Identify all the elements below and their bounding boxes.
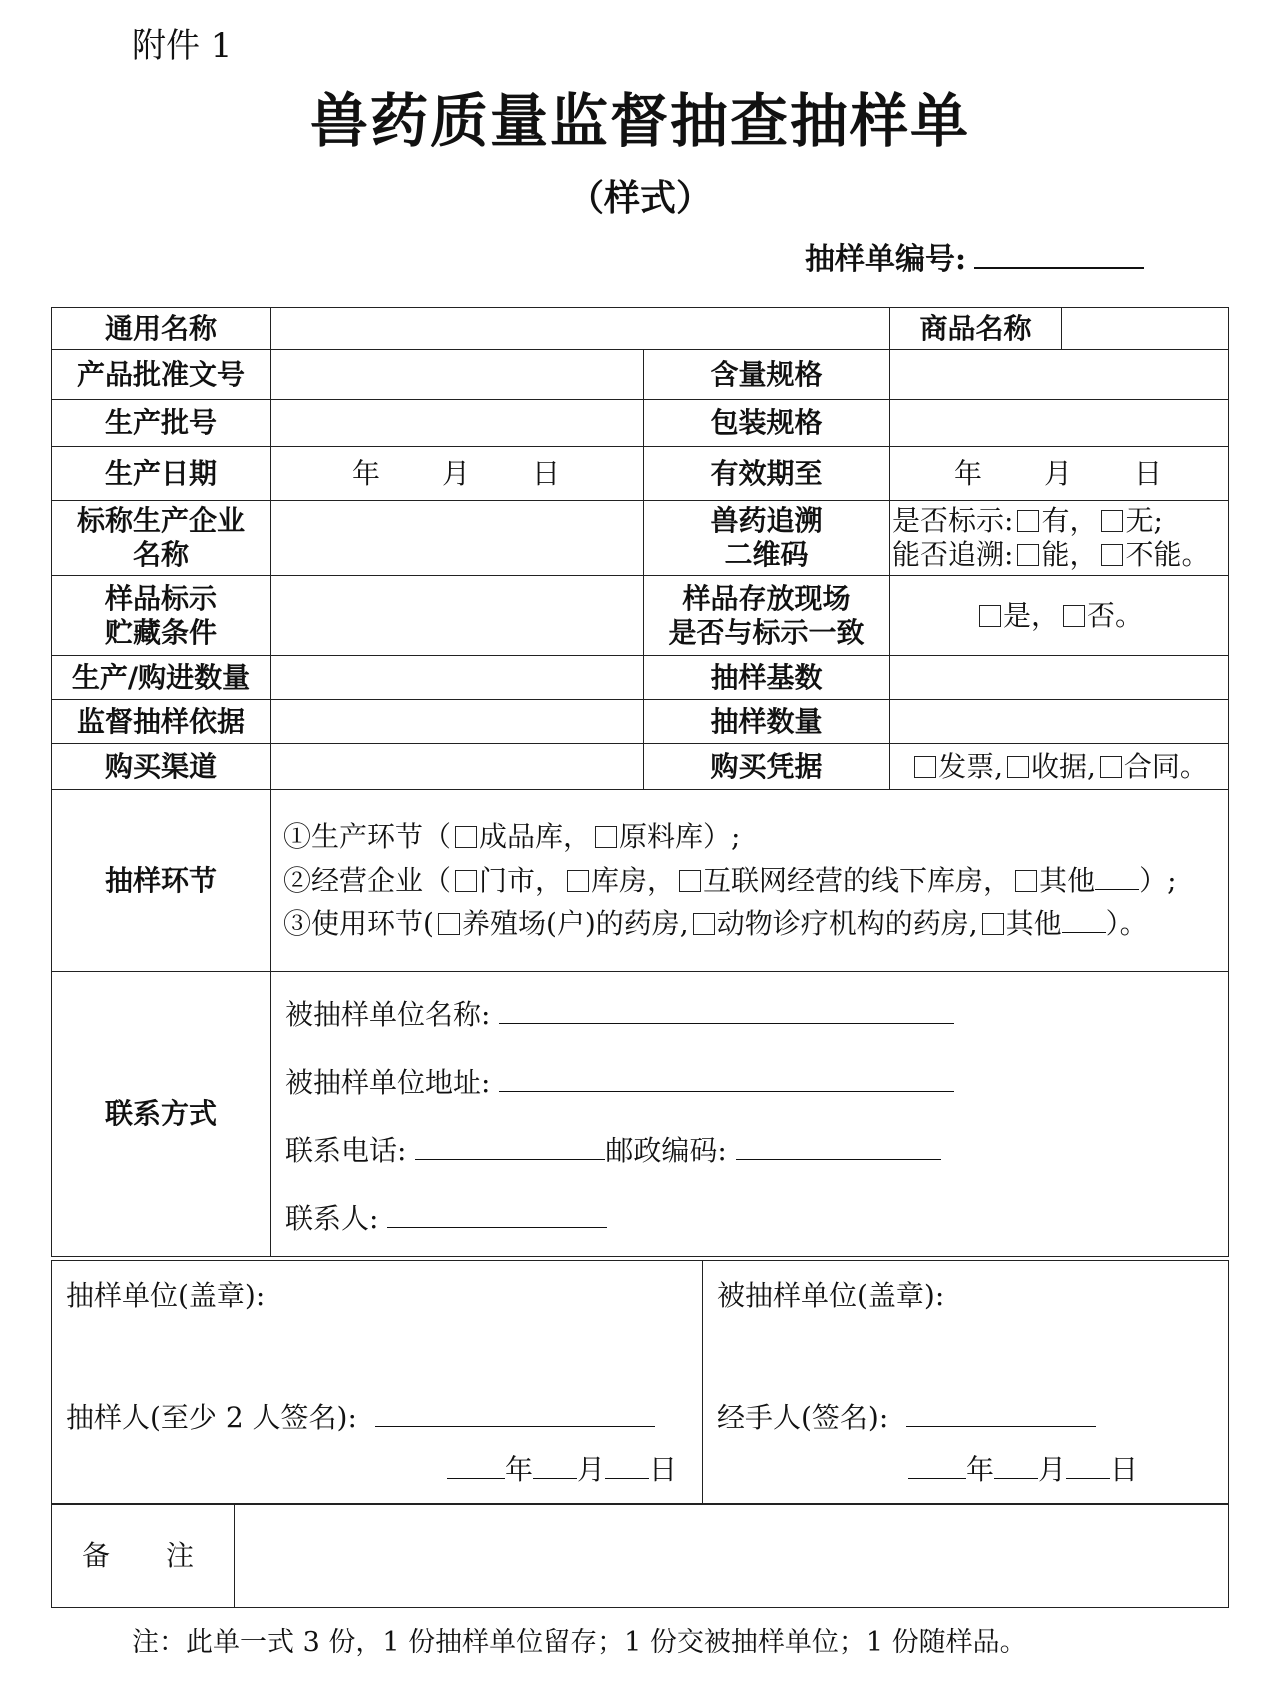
consistent-label-line2: 是否与标示一致 xyxy=(668,615,865,649)
voucher-options xyxy=(890,744,1229,790)
basis-field[interactable] xyxy=(271,700,644,744)
stage-finished-store: 成品库， xyxy=(479,820,592,854)
table-row xyxy=(52,972,1229,1257)
stage-label: 抽样环节 xyxy=(52,790,271,972)
handler-signature-field[interactable] xyxy=(906,1402,1096,1427)
checkbox-icon[interactable] xyxy=(1063,605,1085,627)
table-row xyxy=(52,1261,1229,1505)
date-month-field[interactable] xyxy=(994,1454,1038,1479)
package-spec-label: 包装规格 xyxy=(644,400,890,447)
consistent-label-line1: 样品存放现场 xyxy=(682,581,851,615)
stage-line3-end: ）。 xyxy=(1105,907,1148,941)
checkbox-icon[interactable] xyxy=(438,913,460,935)
table-row xyxy=(52,400,1229,447)
phone-label: 联系电话: xyxy=(285,1134,407,1167)
consistent-yes: 是， xyxy=(1002,598,1059,632)
trace-label-line2: 二维码 xyxy=(724,538,809,571)
stage-other-3-field[interactable] xyxy=(1062,908,1106,933)
generic-name-field[interactable] xyxy=(271,308,890,350)
contact-person-label: 联系人: xyxy=(285,1202,379,1235)
stage-line3-start: ③使用环节( xyxy=(283,907,434,941)
storage-label-line2: 贮藏条件 xyxy=(104,615,217,649)
checkbox-icon[interactable] xyxy=(1017,510,1039,532)
stage-shop: 门市， xyxy=(479,863,564,897)
contact-label: 联系方式 xyxy=(52,972,271,1257)
basis-label: 监督抽样依据 xyxy=(52,700,271,744)
sample-count-label: 抽样数量 xyxy=(644,700,890,744)
trace-options xyxy=(890,501,1229,576)
checkbox-icon[interactable] xyxy=(982,913,1004,935)
trace-q1-label: 是否标示: xyxy=(892,504,1014,538)
unit-name-label: 被抽样单位名称: xyxy=(285,998,491,1031)
form-number xyxy=(805,234,1144,278)
stage-other-2: 其他 xyxy=(1039,863,1096,897)
quantity-field[interactable] xyxy=(271,656,644,700)
checkbox-icon[interactable] xyxy=(679,870,701,892)
table-row xyxy=(52,308,1229,350)
date-month-field[interactable] xyxy=(533,1454,577,1479)
sampler-signature-field[interactable] xyxy=(375,1402,655,1427)
checkbox-icon[interactable] xyxy=(1101,544,1123,566)
voucher-invoice: 发票, xyxy=(938,749,1003,783)
content-spec-label: 含量规格 xyxy=(644,350,890,400)
checkbox-icon[interactable] xyxy=(1101,510,1123,532)
manufacturer-label xyxy=(52,501,271,576)
table-row xyxy=(52,744,1229,790)
generic-name-label: 通用名称 xyxy=(52,308,271,350)
unit-address-label: 被抽样单位地址: xyxy=(285,1066,491,1099)
prod-date-field[interactable]: 年 月 日 xyxy=(271,447,644,501)
trace-q2-yes: 能， xyxy=(1041,538,1098,571)
table-row xyxy=(52,700,1229,744)
handler-date xyxy=(908,1453,1138,1487)
table-row xyxy=(52,501,1229,576)
table-row xyxy=(52,576,1229,656)
date-day-field[interactable] xyxy=(1066,1454,1110,1479)
unit-name-field[interactable] xyxy=(499,999,954,1024)
date-year-field[interactable] xyxy=(908,1454,966,1479)
remarks-table xyxy=(51,1503,1229,1608)
date-day-label: 日 xyxy=(649,1453,678,1486)
manufacturer-field[interactable] xyxy=(271,501,644,576)
package-spec-field[interactable] xyxy=(890,400,1229,447)
date-year-label: 年 xyxy=(966,1453,995,1486)
trade-name-field[interactable] xyxy=(1062,308,1229,350)
sampler-label: 抽样人(至少 2 人签名): xyxy=(66,1401,357,1434)
storage-field[interactable] xyxy=(271,576,644,656)
checkbox-icon[interactable] xyxy=(693,913,715,935)
sampler-date xyxy=(447,1453,677,1487)
sampler-line xyxy=(66,1401,655,1435)
voucher-receipt: 收据, xyxy=(1030,749,1096,783)
trace-label xyxy=(644,501,890,576)
trace-q2-no: 不能。 xyxy=(1125,538,1210,571)
voucher-contract: 合同。 xyxy=(1123,749,1208,783)
stage-warehouse: 库房， xyxy=(591,863,676,897)
consistent-no: 否。 xyxy=(1087,598,1144,632)
date-day-field[interactable] xyxy=(605,1454,649,1479)
form-number-field[interactable] xyxy=(974,239,1144,269)
channel-field[interactable] xyxy=(271,744,644,790)
form-number-label: 抽样单编号: xyxy=(805,242,967,277)
stage-other-3: 其他 xyxy=(1005,907,1062,941)
sampling-unit-cell xyxy=(52,1261,703,1505)
trade-name-label: 商品名称 xyxy=(890,308,1062,350)
consistent-label xyxy=(644,576,890,656)
stage-raw-store: 原料库）; xyxy=(619,820,741,854)
checkbox-icon[interactable] xyxy=(1100,756,1122,778)
checkbox-icon[interactable] xyxy=(1017,544,1039,566)
approval-no-field[interactable] xyxy=(271,350,644,400)
contact-fields xyxy=(271,972,1229,1257)
stage-clinic-pharmacy: 动物诊疗机构的药房, xyxy=(716,907,978,941)
trace-q2-label: 能否追溯: xyxy=(892,538,1014,571)
storage-label xyxy=(52,576,271,656)
trace-label-line1: 兽药追溯 xyxy=(710,504,823,538)
stage-options xyxy=(271,790,1229,972)
postcode-label: 邮政编码: xyxy=(605,1134,727,1167)
expiry-label: 有效期至 xyxy=(644,447,890,501)
approval-no-label: 产品批准文号 xyxy=(52,350,271,400)
consistent-options xyxy=(890,576,1229,656)
checkbox-icon[interactable] xyxy=(1007,756,1029,778)
checkbox-icon[interactable] xyxy=(455,826,477,848)
trace-q1-no: 无; xyxy=(1125,504,1163,538)
voucher-label: 购买凭据 xyxy=(644,744,890,790)
sampled-unit-label: 被抽样单位(盖章): xyxy=(717,1279,945,1312)
attachment-label: 附件 1 xyxy=(132,26,233,66)
handler-line xyxy=(717,1401,1096,1435)
stage-online-warehouse: 互联网经营的线下库房， xyxy=(703,863,1012,897)
checkbox-icon[interactable] xyxy=(979,605,1001,627)
expiry-field[interactable]: 年 月 日 xyxy=(890,447,1229,501)
remarks-label: 备 注 xyxy=(52,1504,235,1608)
checkbox-icon[interactable] xyxy=(914,756,936,778)
batch-no-field[interactable] xyxy=(271,400,644,447)
table-row xyxy=(52,350,1229,400)
stage-line2-start: ②经营企业（ xyxy=(283,863,452,897)
channel-label: 购买渠道 xyxy=(52,744,271,790)
sampling-unit-label: 抽样单位(盖章): xyxy=(66,1279,266,1312)
date-day-label: 日 xyxy=(1110,1453,1139,1486)
table-row xyxy=(52,790,1229,972)
quantity-label: 生产/购进数量 xyxy=(52,656,271,700)
checkbox-icon[interactable] xyxy=(1015,870,1037,892)
date-month-label: 月 xyxy=(1038,1453,1067,1486)
batch-no-label: 生产批号 xyxy=(52,400,271,447)
manufacturer-label-line2: 名称 xyxy=(132,538,189,571)
form-subtitle: （样式） xyxy=(567,177,712,219)
table-row xyxy=(52,1504,1229,1608)
date-year-field[interactable] xyxy=(447,1454,505,1479)
stage-farm-pharmacy: 养殖场(户)的药房, xyxy=(461,907,689,941)
content-spec-field[interactable] xyxy=(890,350,1229,400)
footnote: 注：此单一式 3 份，1 份抽样单位留存；1 份交被抽样单位；1 份随样品。 xyxy=(132,1627,1027,1658)
checkbox-icon[interactable] xyxy=(567,870,589,892)
manufacturer-label-line1: 标称生产企业 xyxy=(76,504,245,538)
unit-address-field[interactable] xyxy=(499,1067,954,1092)
form-title: 兽药质量监督抽查抽样单 xyxy=(309,87,970,155)
table-row xyxy=(52,447,1229,501)
prod-date-label: 生产日期 xyxy=(52,447,271,501)
contact-person-field[interactable] xyxy=(387,1203,607,1228)
checkbox-icon[interactable] xyxy=(455,870,477,892)
handler-label: 经手人(签名): xyxy=(717,1401,889,1434)
date-month-label: 月 xyxy=(577,1453,606,1486)
table-row xyxy=(52,656,1229,700)
storage-label-line1: 样品标示 xyxy=(104,581,217,615)
sample-count-field[interactable] xyxy=(890,700,1229,744)
base-count-label: 抽样基数 xyxy=(644,656,890,700)
checkbox-icon[interactable] xyxy=(595,826,617,848)
sampling-form-table xyxy=(51,307,1229,1257)
trace-q1-yes: 有， xyxy=(1041,504,1098,538)
stage-line2-end: ）; xyxy=(1139,863,1177,897)
stage-other-2-field[interactable] xyxy=(1095,865,1139,890)
date-year-label: 年 xyxy=(505,1453,534,1486)
seal-table xyxy=(51,1260,1229,1505)
base-count-field[interactable] xyxy=(890,656,1229,700)
postcode-field[interactable] xyxy=(736,1135,941,1160)
stage-line1-start: ①生产环节（ xyxy=(283,820,452,854)
phone-field[interactable] xyxy=(415,1135,605,1160)
sampled-unit-cell xyxy=(703,1261,1229,1505)
remarks-field[interactable] xyxy=(235,1504,1229,1608)
